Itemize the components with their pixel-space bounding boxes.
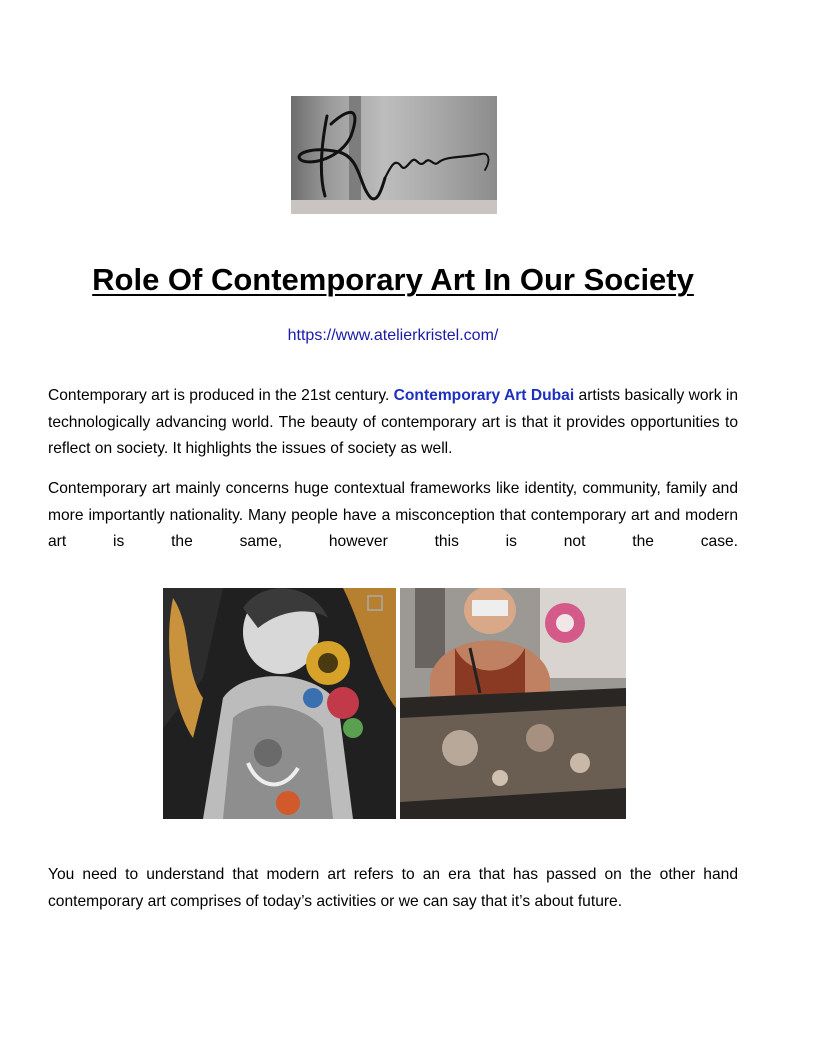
signature-logo: [291, 96, 497, 214]
signature-logo-icon: [291, 96, 497, 214]
paragraph-2: Contemporary art mainly concerns huge contextual frameworks like identity, community, family and more importantly nationality. Many people have a misconception that contemporary art and modern art is the same, however this is not the case.: [48, 480, 738, 550]
paragraph-3: You need to understand that modern art refers to an era that has passed on the other hand contemporary art comprises of today’s activities or we can say that it’s about future.: [48, 866, 738, 910]
artwork-painting-image: [163, 588, 396, 819]
contemporary-art-dubai-link[interactable]: Contemporary Art Dubai: [393, 387, 575, 404]
website-link[interactable]: https://www.atelierkristel.com/: [287, 327, 499, 344]
page-title: Role Of Contemporary Art In Our Society: [92, 262, 694, 297]
artist-painting-photo: [400, 588, 626, 819]
paragraph-1: Contemporary art is produced in the 21st century. Contemporary Art Dubai artists basically work in technologically advancing world. The beauty of contemporary art is that it provides opportunities to reflect on society. It highlights the issues of society as well.: [48, 387, 738, 457]
